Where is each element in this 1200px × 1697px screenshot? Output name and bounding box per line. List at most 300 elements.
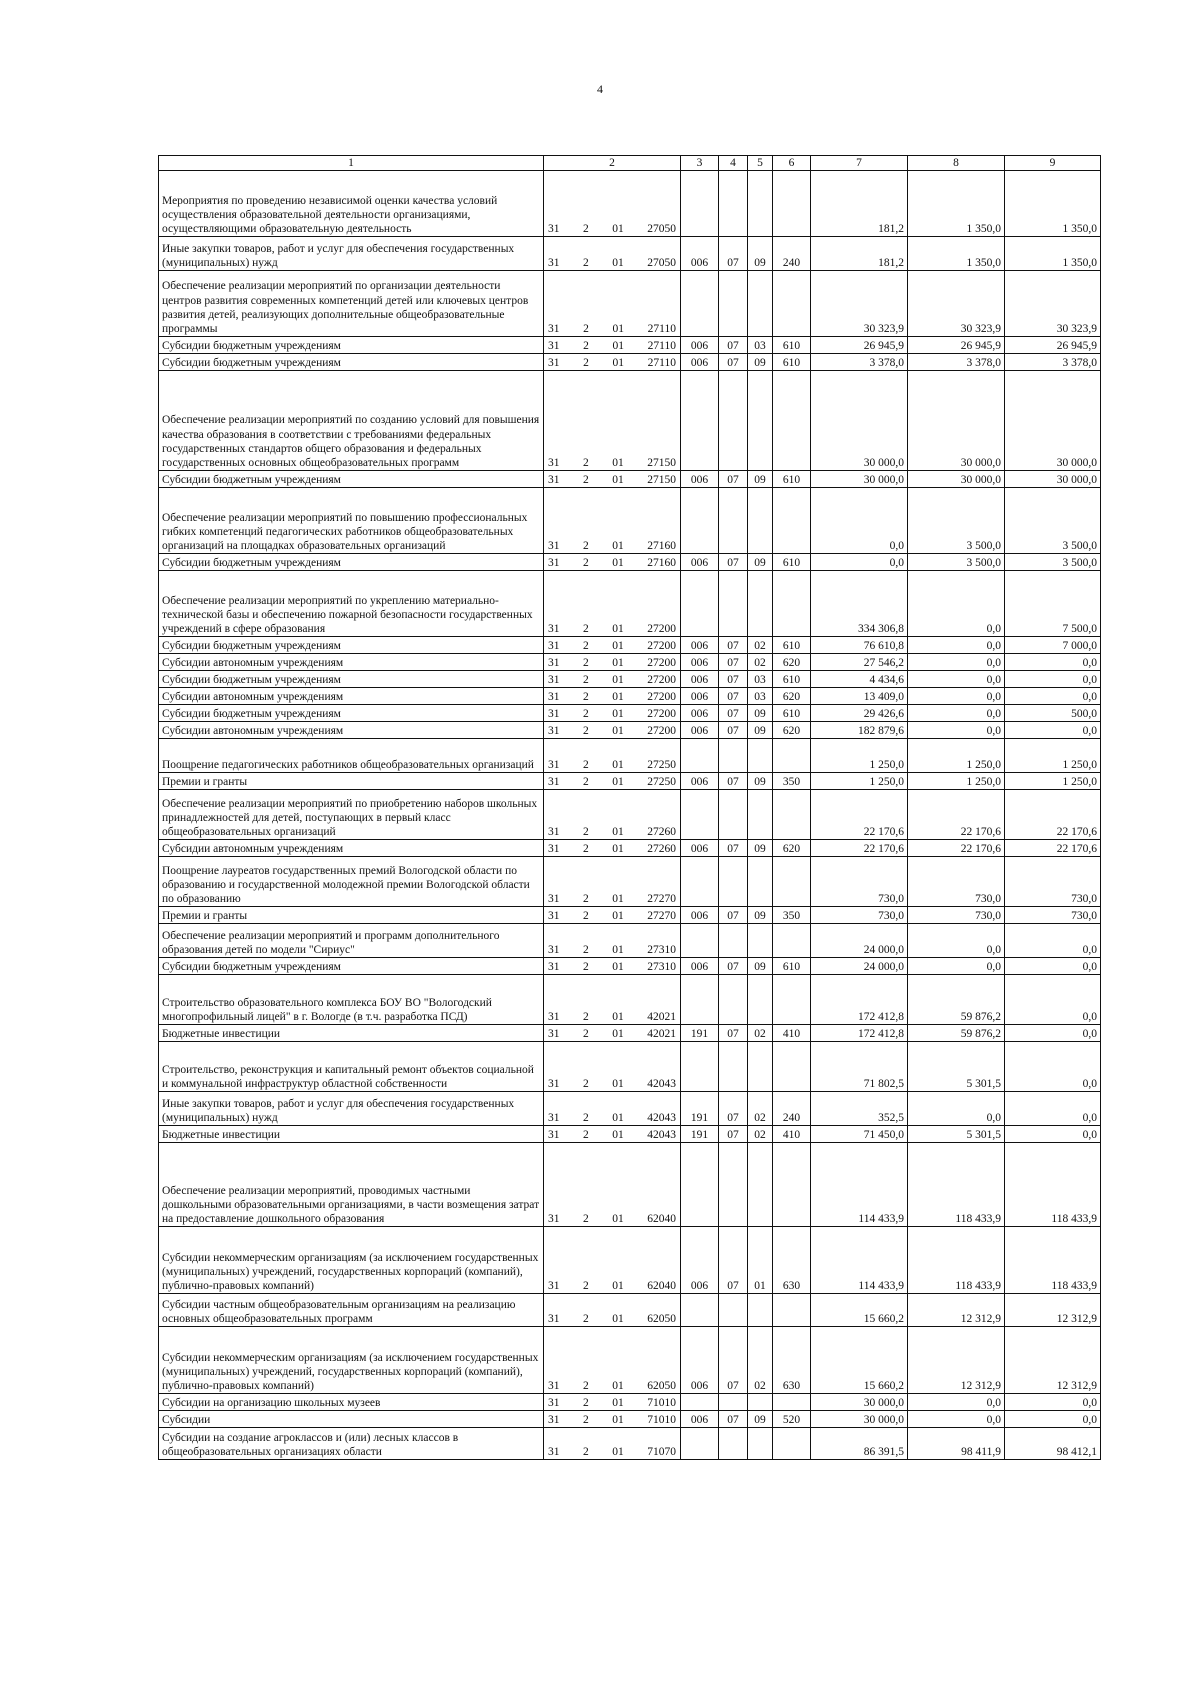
row-code — [544, 554, 681, 571]
row-expense-type: 610 — [773, 337, 811, 354]
code-part: 31 — [548, 257, 560, 269]
row-amount-col7: 13 409,0 — [811, 688, 908, 705]
code-part: 2 — [583, 1313, 589, 1325]
row-amount-col7: 182 879,6 — [811, 722, 908, 739]
table-row — [159, 840, 1101, 857]
row-amount-col9: 118 433,9 — [1005, 1227, 1101, 1294]
code-part: 2 — [583, 708, 589, 720]
row-name: Поощрение лауреатов государственных премий Вологодской области по образованию и государственной молодежной премии Вологодской области по образованию — [159, 857, 544, 907]
code-part: 27110 — [647, 357, 676, 369]
row-amount-col9: 0,0 — [1005, 924, 1101, 958]
row-expense-type: 610 — [773, 958, 811, 975]
code-part: 01 — [612, 357, 625, 369]
table-row — [159, 371, 1101, 471]
code-parts — [547, 690, 677, 704]
code-part: 27150 — [647, 474, 676, 486]
row-section — [719, 371, 748, 471]
row-expense-type — [773, 1394, 811, 1411]
row-amount-col8: 0,0 — [908, 688, 1005, 705]
code-parts — [547, 339, 677, 353]
row-subsection — [748, 790, 773, 840]
row-amount-col7: 24 000,0 — [811, 924, 908, 958]
row-expense-type — [773, 857, 811, 907]
header-cell-8: 8 — [908, 156, 1005, 171]
code-part: 2 — [583, 623, 589, 635]
row-admin-code: 191 — [681, 1092, 719, 1126]
row-subsection — [748, 1143, 773, 1227]
row-admin-code — [681, 271, 719, 337]
row-expense-type: 610 — [773, 554, 811, 571]
row-amount-col9: 0,0 — [1005, 1025, 1101, 1042]
row-section: 07 — [719, 354, 748, 371]
row-code — [544, 907, 681, 924]
code-parts — [547, 1413, 677, 1427]
code-parts — [547, 1379, 677, 1393]
row-admin-code — [681, 1394, 719, 1411]
code-part: 01 — [612, 843, 624, 855]
code-part: 62050 — [647, 1380, 676, 1392]
row-section — [719, 924, 748, 958]
table-row — [159, 271, 1101, 337]
row-amount-col9: 22 170,6 — [1005, 840, 1101, 857]
code-part: 27310 — [647, 961, 676, 973]
code-parts — [547, 943, 677, 957]
row-admin-code: 191 — [681, 1025, 719, 1042]
code-parts — [547, 639, 677, 653]
row-subsection: 09 — [748, 907, 773, 924]
row-section — [719, 1042, 748, 1092]
row-code — [544, 975, 681, 1025]
code-part: 2 — [583, 257, 589, 269]
row-expense-type — [773, 1294, 811, 1327]
code-part: 01 — [612, 1380, 624, 1392]
row-code — [544, 688, 681, 705]
row-amount-col7: 1 250,0 — [811, 773, 908, 790]
row-expense-type — [773, 571, 811, 637]
row-admin-code — [681, 1428, 719, 1460]
code-part: 27310 — [647, 944, 676, 956]
code-part: 2 — [583, 1011, 589, 1023]
row-subsection: 09 — [748, 773, 773, 790]
row-amount-col8: 730,0 — [908, 857, 1005, 907]
row-amount-col8: 12 312,9 — [908, 1327, 1005, 1394]
code-part: 2 — [583, 691, 589, 703]
row-name: Субсидии автономным учреждениям — [159, 654, 544, 671]
code-part: 31 — [548, 1414, 560, 1426]
code-part: 2 — [583, 910, 589, 922]
row-amount-col8: 730,0 — [908, 907, 1005, 924]
row-name: Субсидии бюджетным учреждениям — [159, 554, 544, 571]
code-part: 01 — [612, 776, 624, 788]
row-amount-col9: 0,0 — [1005, 654, 1101, 671]
row-amount-col7: 30 000,0 — [811, 1394, 908, 1411]
table-row — [159, 654, 1101, 671]
code-part: 2 — [583, 357, 589, 369]
row-admin-code: 006 — [681, 722, 719, 739]
code-part: 01 — [612, 1280, 624, 1292]
code-part: 01 — [612, 674, 624, 686]
row-subsection: 02 — [748, 1126, 773, 1143]
row-code — [544, 371, 681, 471]
code-parts — [547, 1128, 677, 1142]
code-part: 2 — [583, 759, 589, 771]
row-amount-col9: 0,0 — [1005, 1092, 1101, 1126]
row-amount-col7: 114 433,9 — [811, 1227, 908, 1294]
row-amount-col7: 71 802,5 — [811, 1042, 908, 1092]
table-row — [159, 1428, 1101, 1460]
code-part: 27200 — [647, 657, 676, 669]
code-parts — [547, 960, 677, 974]
code-part: 2 — [583, 776, 589, 788]
code-part: 01 — [612, 657, 624, 669]
row-name: Субсидии на создание агроклассов и (или) лесных классов в общеобразовательных организациях области — [159, 1428, 544, 1460]
code-parts — [547, 758, 677, 772]
code-parts — [547, 1077, 677, 1091]
row-name: Строительство, реконструкция и капитальный ремонт объектов социальной и коммунальной инфраструктур областной собственности — [159, 1042, 544, 1092]
row-amount-col8: 5 301,5 — [908, 1126, 1005, 1143]
code-part: 31 — [548, 340, 560, 352]
row-section — [719, 857, 748, 907]
row-amount-col9: 0,0 — [1005, 1126, 1101, 1143]
row-expense-type — [773, 975, 811, 1025]
table-row — [159, 671, 1101, 688]
code-part: 2 — [583, 1213, 589, 1225]
row-amount-col7: 27 546,2 — [811, 654, 908, 671]
row-admin-code: 006 — [681, 958, 719, 975]
row-name: Субсидии частным общеобразовательным организациям на реализацию основных общеобразовательных программ — [159, 1294, 544, 1327]
row-expense-type: 520 — [773, 1411, 811, 1428]
row-amount-col7: 24 000,0 — [811, 958, 908, 975]
header-cell-5: 5 — [748, 156, 773, 171]
row-section: 07 — [719, 907, 748, 924]
code-part: 31 — [548, 910, 560, 922]
row-expense-type — [773, 488, 811, 554]
row-amount-col9: 3 378,0 — [1005, 354, 1101, 371]
code-part: 27200 — [647, 691, 676, 703]
row-subsection — [748, 1042, 773, 1092]
row-section — [719, 1143, 748, 1227]
row-subsection: 02 — [748, 1092, 773, 1126]
code-part: 62050 — [647, 1313, 676, 1325]
row-expense-type: 410 — [773, 1025, 811, 1042]
code-parts — [547, 456, 677, 470]
row-section: 07 — [719, 654, 748, 671]
table-row — [159, 1327, 1101, 1394]
row-amount-col9: 0,0 — [1005, 1394, 1101, 1411]
code-part: 2 — [583, 223, 589, 235]
row-expense-type — [773, 371, 811, 471]
code-parts — [547, 1279, 677, 1293]
row-subsection — [748, 1394, 773, 1411]
row-name: Обеспечение реализации мероприятий по созданию условий для повышения качества образования в соответствии с требованиями федеральных государственных стандартов общего образования и федеральных государственных основных общеобразовательных программ — [159, 371, 544, 471]
table-row — [159, 1025, 1101, 1042]
row-expense-type: 620 — [773, 722, 811, 739]
code-part: 01 — [612, 540, 624, 552]
code-part: 31 — [548, 826, 560, 838]
code-part: 2 — [583, 640, 589, 652]
row-subsection: 09 — [748, 958, 773, 975]
code-part: 2 — [583, 457, 589, 469]
row-amount-col8: 0,0 — [908, 722, 1005, 739]
row-name: Субсидии бюджетным учреждениям — [159, 671, 544, 688]
row-name: Субсидии бюджетным учреждениям — [159, 471, 544, 488]
row-amount-col8: 118 433,9 — [908, 1227, 1005, 1294]
row-subsection — [748, 739, 773, 773]
code-parts — [547, 322, 677, 336]
row-amount-col7: 352,5 — [811, 1092, 908, 1126]
row-amount-col8: 118 433,9 — [908, 1143, 1005, 1227]
row-code — [544, 488, 681, 554]
row-code — [544, 1428, 681, 1460]
table-row — [159, 1394, 1101, 1411]
code-part: 2 — [583, 893, 589, 905]
row-amount-col7: 15 660,2 — [811, 1327, 908, 1394]
row-admin-code: 006 — [681, 471, 719, 488]
row-code — [544, 840, 681, 857]
code-part: 31 — [548, 1129, 560, 1141]
code-part: 01 — [612, 725, 624, 737]
code-part: 31 — [548, 1028, 560, 1040]
row-amount-col7: 71 450,0 — [811, 1126, 908, 1143]
row-section: 07 — [719, 722, 748, 739]
code-part: 01 — [612, 640, 624, 652]
row-amount-col8: 0,0 — [908, 924, 1005, 958]
code-part: 01 — [612, 557, 624, 569]
row-code — [544, 773, 681, 790]
row-amount-col9: 7 000,0 — [1005, 637, 1101, 654]
row-subsection — [748, 975, 773, 1025]
code-part: 2 — [583, 540, 589, 552]
code-part: 62040 — [647, 1213, 676, 1225]
code-parts — [547, 707, 677, 721]
row-amount-col7: 3 378,0 — [811, 354, 908, 371]
row-code — [544, 1042, 681, 1092]
row-name: Обеспечение реализации мероприятий по укреплению материально-технической базы и обеспечению пожарной безопасности государственных учреждений в сфере образования — [159, 571, 544, 637]
row-amount-col7: 26 945,9 — [811, 337, 908, 354]
row-name: Субсидии некоммерческим организациям (за исключением государственных (муниципальных) учреждений, государственных корпораций (компаний), публично-правовых компаний) — [159, 1227, 544, 1294]
row-section: 07 — [719, 688, 748, 705]
row-subsection: 09 — [748, 237, 773, 271]
code-part: 31 — [548, 1313, 560, 1325]
row-admin-code: 006 — [681, 1227, 719, 1294]
row-amount-col9: 30 000,0 — [1005, 371, 1101, 471]
row-amount-col9: 0,0 — [1005, 958, 1101, 975]
row-name: Обеспечение реализации мероприятий, проводимых частными дошкольными образовательными организациями, в части возмещения затрат на предоставление дошкольного образования — [159, 1143, 544, 1227]
code-part: 2 — [583, 474, 589, 486]
row-section: 07 — [719, 337, 748, 354]
row-expense-type: 410 — [773, 1126, 811, 1143]
code-part: 01 — [612, 223, 624, 235]
table-row — [159, 1294, 1101, 1327]
row-subsection: 09 — [748, 840, 773, 857]
row-amount-col7: 4 434,6 — [811, 671, 908, 688]
code-part: 27270 — [647, 893, 676, 905]
row-section: 07 — [719, 471, 748, 488]
row-subsection: 02 — [748, 637, 773, 654]
code-part: 31 — [548, 1213, 560, 1225]
row-code — [544, 637, 681, 654]
row-amount-col7: 0,0 — [811, 488, 908, 554]
row-code — [544, 337, 681, 354]
code-part: 27110 — [647, 340, 676, 352]
code-parts — [547, 673, 677, 687]
row-amount-col8: 0,0 — [908, 571, 1005, 637]
row-name: Премии и гранты — [159, 773, 544, 790]
code-part: 01 — [612, 1446, 624, 1458]
row-code — [544, 237, 681, 271]
row-subsection: 03 — [748, 337, 773, 354]
row-section: 07 — [719, 1411, 748, 1428]
table-row — [159, 1092, 1101, 1126]
row-amount-col9: 730,0 — [1005, 857, 1101, 907]
row-amount-col9: 0,0 — [1005, 1411, 1101, 1428]
row-admin-code — [681, 790, 719, 840]
row-expense-type — [773, 1428, 811, 1460]
row-amount-col7: 181,2 — [811, 237, 908, 271]
row-code — [544, 1327, 681, 1394]
row-expense-type — [773, 171, 811, 237]
code-parts — [547, 1396, 677, 1410]
row-amount-col7: 172 412,8 — [811, 1025, 908, 1042]
row-section: 07 — [719, 1227, 748, 1294]
row-amount-col7: 15 660,2 — [811, 1294, 908, 1327]
table-row — [159, 471, 1101, 488]
code-part: 42021 — [647, 1028, 676, 1040]
row-subsection: 02 — [748, 1025, 773, 1042]
row-amount-col8: 59 876,2 — [908, 975, 1005, 1025]
row-amount-col9: 1 350,0 — [1005, 237, 1101, 271]
row-expense-type: 620 — [773, 840, 811, 857]
row-expense-type — [773, 1143, 811, 1227]
row-section — [719, 1394, 748, 1411]
row-amount-col9: 3 500,0 — [1005, 488, 1101, 554]
table-row — [159, 1126, 1101, 1143]
code-part: 62040 — [647, 1280, 676, 1292]
code-part: 01 — [612, 759, 624, 771]
row-expense-type — [773, 924, 811, 958]
row-amount-col7: 86 391,5 — [811, 1428, 908, 1460]
row-code — [544, 1227, 681, 1294]
header-cell-4: 4 — [719, 156, 748, 171]
row-name: Субсидии автономным учреждениям — [159, 722, 544, 739]
row-admin-code: 191 — [681, 1126, 719, 1143]
code-parts — [547, 256, 677, 270]
row-expense-type: 610 — [773, 471, 811, 488]
code-part: 42043 — [647, 1129, 676, 1141]
row-section: 07 — [719, 773, 748, 790]
budget-table — [158, 155, 1101, 1460]
row-amount-col9: 3 500,0 — [1005, 554, 1101, 571]
row-admin-code: 006 — [681, 1327, 719, 1394]
code-part: 2 — [583, 843, 589, 855]
row-amount-col8: 1 350,0 — [908, 237, 1005, 271]
code-part: 31 — [548, 1011, 560, 1023]
row-name: Субсидии некоммерческим организациям (за исключением государственных (муниципальных) учреждений, государственных корпораций (компаний), публично-правовых компаний) — [159, 1327, 544, 1394]
row-admin-code: 006 — [681, 705, 719, 722]
row-admin-code — [681, 371, 719, 471]
row-amount-col9: 1 250,0 — [1005, 773, 1101, 790]
row-code — [544, 857, 681, 907]
row-amount-col9: 0,0 — [1005, 1042, 1101, 1092]
table-row — [159, 337, 1101, 354]
code-parts — [547, 622, 677, 636]
row-name: Поощрение педагогических работников общеобразовательных организаций — [159, 739, 544, 773]
code-part: 31 — [548, 474, 560, 486]
row-code — [544, 1394, 681, 1411]
row-name: Обеспечение реализации мероприятий по приобретению наборов школьных принадлежностей для детей, поступающих в первый класс общеобразовательных организаций — [159, 790, 544, 840]
row-amount-col8: 0,0 — [908, 1092, 1005, 1126]
row-amount-col7: 22 170,6 — [811, 790, 908, 840]
code-part: 2 — [583, 961, 589, 973]
row-admin-code — [681, 924, 719, 958]
row-name: Премии и гранты — [159, 907, 544, 924]
code-part: 31 — [548, 1112, 560, 1124]
code-part: 01 — [612, 1213, 624, 1225]
code-part: 01 — [612, 961, 624, 973]
row-expense-type: 350 — [773, 907, 811, 924]
code-part: 01 — [612, 1397, 624, 1409]
row-admin-code: 006 — [681, 1411, 719, 1428]
code-part: 01 — [612, 944, 624, 956]
header-cell-7: 7 — [811, 156, 908, 171]
code-part: 31 — [548, 623, 560, 635]
row-admin-code: 006 — [681, 907, 719, 924]
code-part: 31 — [548, 457, 560, 469]
row-expense-type: 240 — [773, 237, 811, 271]
row-amount-col9: 30 000,0 — [1005, 471, 1101, 488]
code-part: 2 — [583, 557, 589, 569]
code-part: 2 — [583, 1280, 589, 1292]
code-parts — [547, 556, 677, 570]
code-parts — [547, 1212, 677, 1226]
table-row — [159, 637, 1101, 654]
row-section: 07 — [719, 840, 748, 857]
row-code — [544, 471, 681, 488]
code-part: 31 — [548, 725, 560, 737]
row-amount-col8: 22 170,6 — [908, 790, 1005, 840]
row-code — [544, 924, 681, 958]
row-expense-type: 610 — [773, 705, 811, 722]
row-subsection: 02 — [748, 654, 773, 671]
table-row — [159, 722, 1101, 739]
row-section — [719, 1428, 748, 1460]
row-amount-col7: 181,2 — [811, 171, 908, 237]
row-section — [719, 1294, 748, 1327]
row-subsection: 03 — [748, 688, 773, 705]
row-expense-type — [773, 790, 811, 840]
code-part: 01 — [612, 708, 624, 720]
row-expense-type: 610 — [773, 637, 811, 654]
row-amount-col7: 30 323,9 — [811, 271, 908, 337]
row-expense-type: 610 — [773, 354, 811, 371]
row-admin-code — [681, 171, 719, 237]
row-code — [544, 571, 681, 637]
row-code — [544, 739, 681, 773]
row-amount-col7: 1 250,0 — [811, 739, 908, 773]
code-part: 2 — [583, 657, 589, 669]
code-part: 2 — [583, 674, 589, 686]
row-name: Обеспечение реализации мероприятий по повышению профессиональных гибких компетенций педагогических работников общеобразовательных организаций на площадках образовательных организаций — [159, 488, 544, 554]
row-name: Мероприятия по проведению независимой оценки качества условий осуществления образовательной деятельности организациями, осуществляющими образовательную деятельность — [159, 171, 544, 237]
row-amount-col7: 172 412,8 — [811, 975, 908, 1025]
row-code — [544, 722, 681, 739]
row-admin-code — [681, 739, 719, 773]
row-amount-col8: 5 301,5 — [908, 1042, 1005, 1092]
row-subsection: 09 — [748, 471, 773, 488]
code-part: 31 — [548, 893, 560, 905]
code-parts — [547, 1111, 677, 1125]
code-part: 01 — [612, 1011, 624, 1023]
